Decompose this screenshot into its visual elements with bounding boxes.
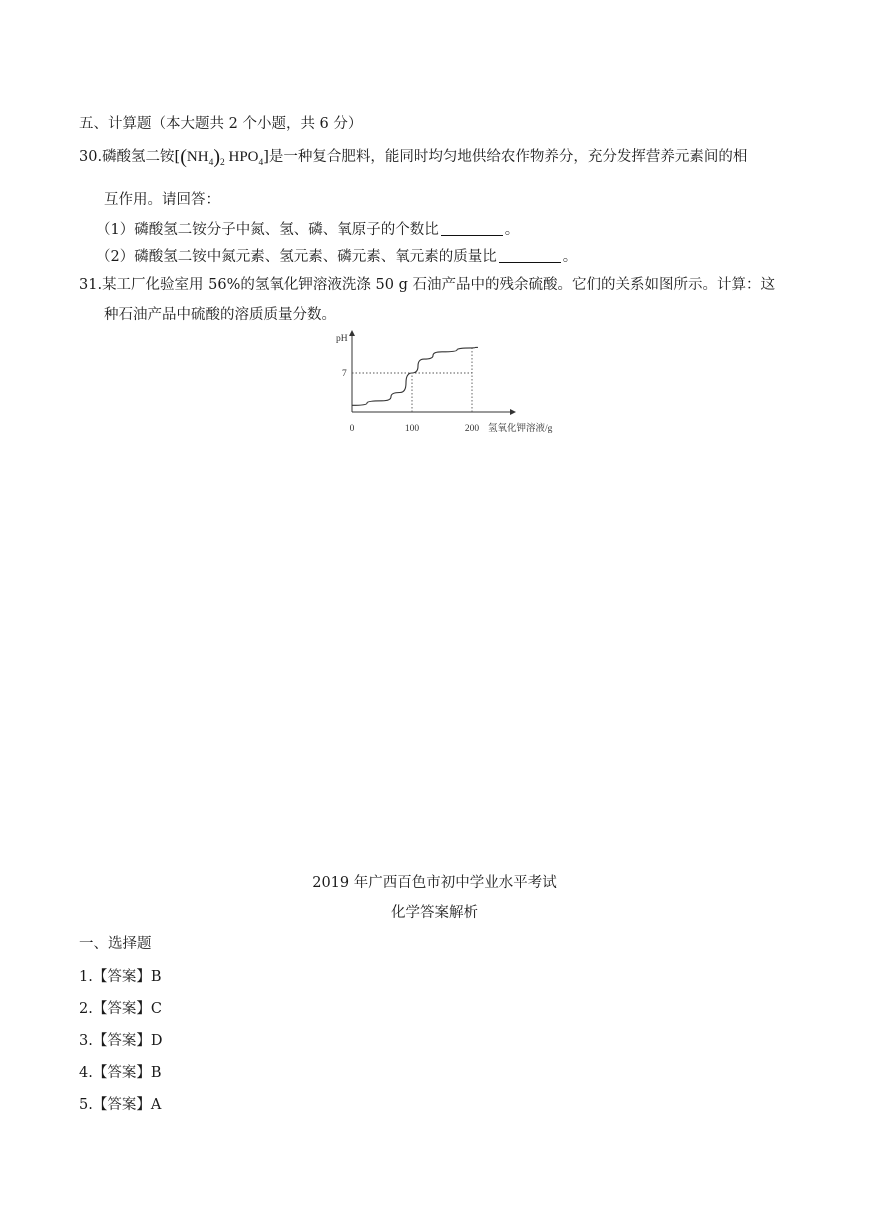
answers-subtitle: 化学答案解析 (391, 905, 478, 921)
stem-after: ]是一种复合肥料，能同时均匀地供给农作物养分，充分发挥营养元素间的相 (263, 149, 748, 165)
answer-num: 4. (79, 1065, 93, 1081)
y-tick-label: 7 (342, 369, 347, 379)
section-heading: 五、计算题（本大题共 2 个小题，共 6 分） (79, 116, 363, 132)
answer-num: 3. (79, 1033, 93, 1049)
answers-section-heading: 一、选择题 (79, 936, 152, 952)
chemical-formula: $(NH_4)_2$ $HPO_4$ (180, 146, 264, 168)
ph-curve (352, 347, 478, 405)
answer-tag: 【答案】 (92, 1065, 151, 1081)
question-31-line-1: 31.某工厂化验室用 56%的氢氧化钾溶液洗涤 50 g 石油产品中的残余硫酸。它们的关系如图所示。计算：这 (79, 277, 775, 293)
answer-value: B (150, 1065, 162, 1081)
ph-titration-chart (320, 328, 553, 440)
stem-before: 磷酸氢二铵[ (102, 149, 181, 165)
question-30-stem (79, 147, 747, 169)
answer-item (79, 970, 162, 985)
answer-num: 1. (79, 969, 93, 985)
answer-tag: 【答案】 (92, 1097, 151, 1113)
answer-num: 2. (79, 1001, 93, 1017)
x-tick-label: 0 (349, 424, 355, 434)
y-axis-arrow (349, 330, 355, 336)
answers-title: 2019 年广西百色市初中学业水平考试 (312, 875, 557, 891)
answer-tag: 【答案】 (92, 1001, 151, 1017)
answer-blank[interactable] (441, 235, 503, 236)
answer-num: 5. (79, 1097, 93, 1113)
answer-value: C (150, 1001, 162, 1017)
x-tick-label: 100 (404, 424, 420, 434)
question-30-part-2: （2）磷酸氢二铵中氮元素、氢元素、磷元素、氧元素的质量比 。 (96, 249, 578, 265)
answer-value: B (150, 969, 162, 985)
x-axis-arrow (510, 409, 516, 415)
answer-item (79, 1002, 162, 1017)
answer-item (79, 1034, 162, 1049)
answer-value: D (150, 1033, 163, 1049)
x-tick-label: 200 (464, 424, 480, 434)
question-30-part-1: （1）磷酸氢二铵分子中氮、氢、磷、氧原子的个数比 。 (96, 222, 520, 238)
question-30-stem-continued: 互作用。请回答： (104, 192, 220, 208)
y-axis-label: pH (336, 334, 348, 344)
answer-value: A (150, 1097, 162, 1113)
answer-item (79, 1098, 161, 1113)
answer-item (79, 1066, 162, 1081)
answer-blank[interactable] (499, 262, 561, 263)
answer-tag: 【答案】 (92, 1033, 151, 1049)
answer-tag: 【答案】 (92, 969, 151, 985)
question-number: 30. (79, 149, 103, 165)
x-axis-label: 氢氧化钾溶液/g (488, 424, 553, 434)
question-31-line-2: 种石油产品中硫酸的溶质质量分数。 (104, 307, 336, 323)
